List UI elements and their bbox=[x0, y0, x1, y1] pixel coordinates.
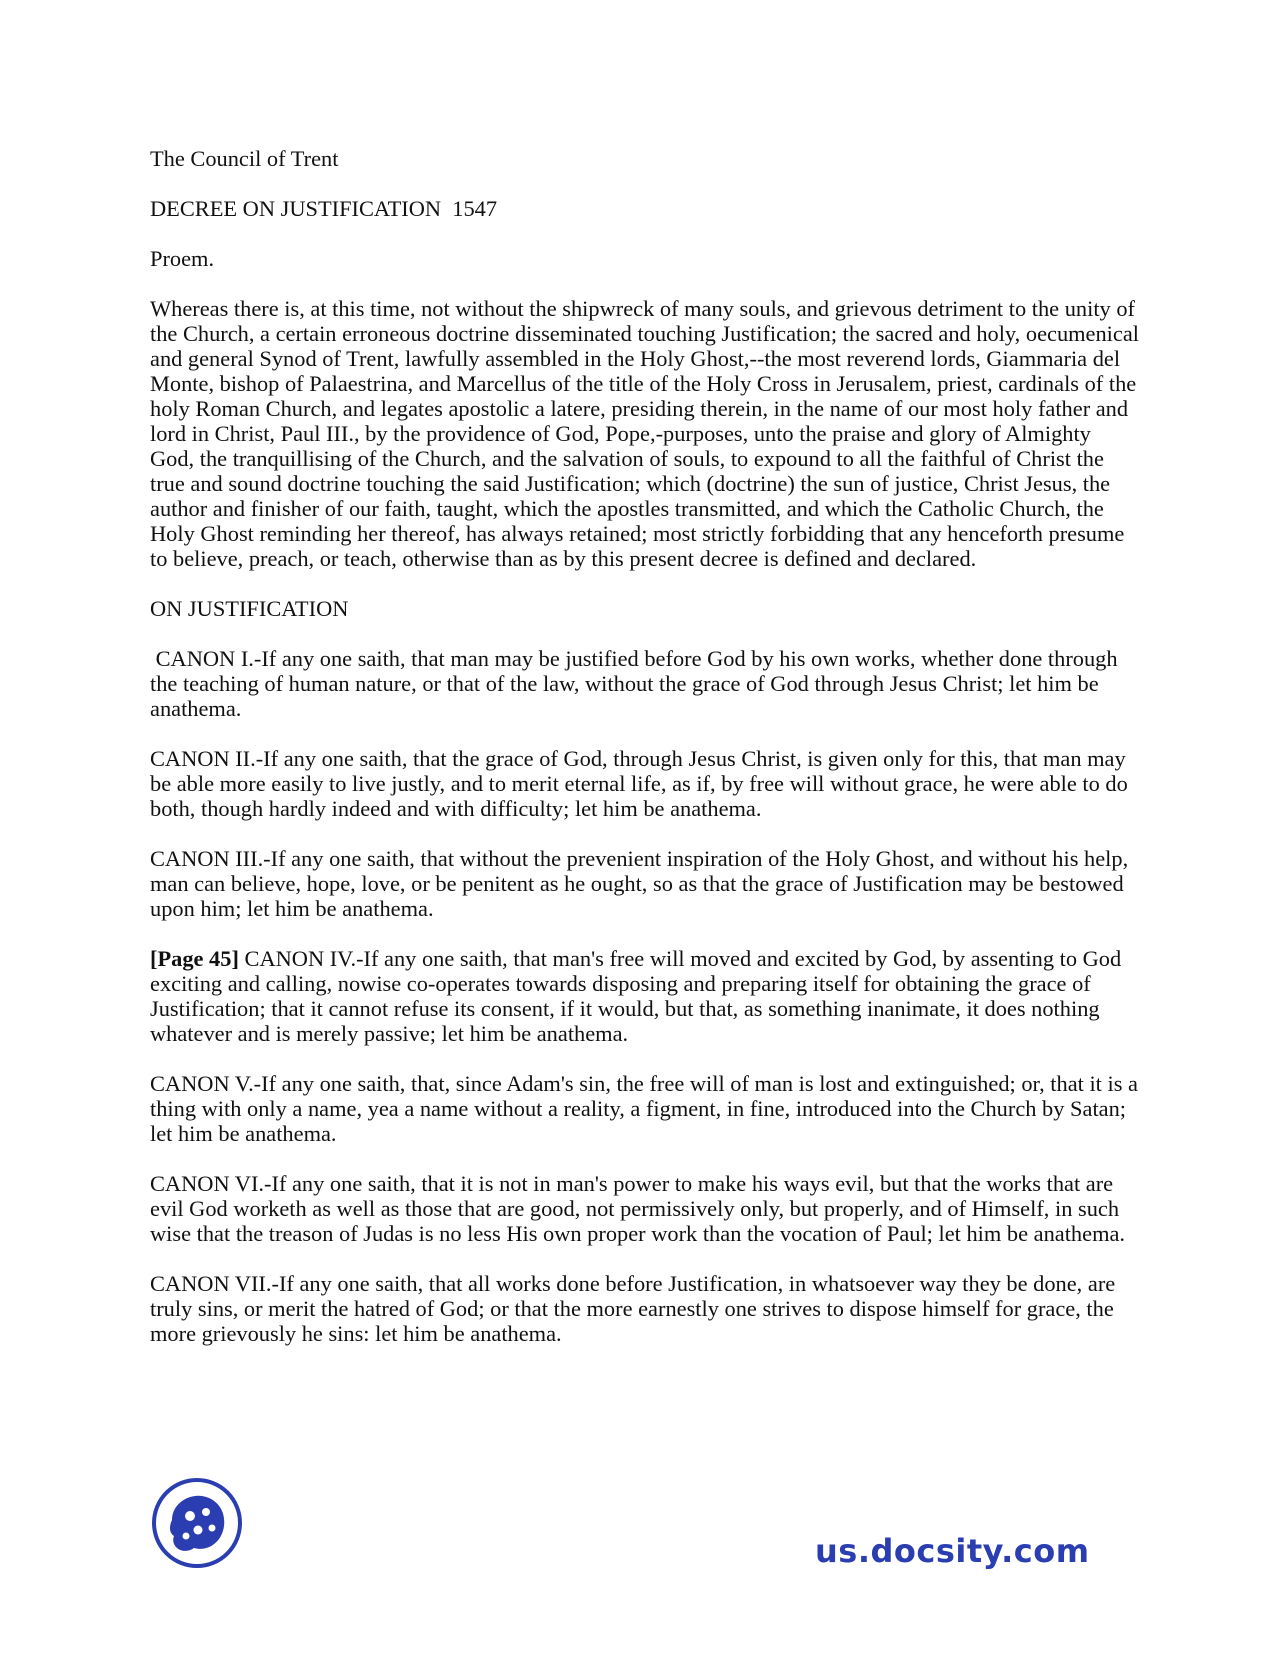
canon-3: CANON III.-If any one saith, that without the prevenient inspiration of the Holy Ghost, and without his help, man can believe, hope, love, or be penitent as he ought, so as that the grace of Justification may be bestowed upon him; let him be anathema. bbox=[150, 846, 1129, 921]
docsity-logo-icon[interactable] bbox=[150, 1476, 244, 1570]
canon-1: CANON I.-If any one saith, that man may be justified before God by his own works, whether done through the teaching of human nature, or that of the law, without the grace of God through Jesus Christ; let him be anathema. bbox=[150, 646, 1124, 721]
canon-4 bbox=[150, 946, 1140, 1046]
decree-heading: DECREE ON JUSTIFICATION 1547 bbox=[150, 196, 498, 221]
document-body bbox=[150, 146, 1140, 1371]
site-link[interactable]: us.docsity.com bbox=[815, 1532, 1090, 1570]
canon-2: CANON II.-If any one saith, that the grace of God, through Jesus Christ, is given only for this, that man may be able more easily to live justly, and to merit eternal life, as if, by free will without grace, he were able to do both, though hardly indeed and with difficulty; let him be anathema. bbox=[150, 746, 1128, 821]
canon-4-text: CANON IV.-If any one saith, that man's free will moved and excited by God, by assenting to God exciting and calling, nowise co-operates towards disposing and preparing itself for obtaining the grace of Justification; that it cannot refuse its consent, if it would, but that, as something inanimate, it does nothing whatever and is merely passive; let him be anathema. bbox=[150, 946, 1122, 1046]
canon-5: CANON V.-If any one saith, that, since Adam's sin, the free will of man is lost and extinguished; or, that it is a thing with only a name, yea a name without a reality, a figment, in fine, introduced into the Church by Satan; let him be anathema. bbox=[150, 1071, 1138, 1146]
section-heading: ON JUSTIFICATION bbox=[150, 596, 349, 621]
canon-6: CANON VI.-If any one saith, that it is not in man's power to make his ways evil, but that the works that are evil God worketh as well as those that are good, not permissively only, but properly, and of Himself, in such wise that the treason of Judas is no less His own proper work than the vocation of Paul; let him be anathema. bbox=[150, 1171, 1126, 1246]
canon-7: CANON VII.-If any one saith, that all works done before Justification, in whatsoever way they be done, are truly sins, or merit the hatred of God; or that the more earnestly one strives to dispose himself for grace, the more grievously he sins: let him be anathema. bbox=[150, 1271, 1116, 1346]
document-title: The Council of Trent bbox=[150, 146, 339, 171]
proem-paragraph: Whereas there is, at this time, not without the shipwreck of many souls, and grievous detriment to the unity of the Church, a certain erroneous doctrine disseminated touching Justification; the sacred and holy, oecumenical and general Synod of Trent, lawfully assembled in the Holy Ghost,--the most reverend lords, Giammaria del Monte, bishop of Palaestrina, and Marcellus of the title of the Holy Cross in Jerusalem, priest, cardinals of the holy Roman Church, and legates apostolic a latere, presiding therein, in the name of our most holy father and lord in Christ, Paul III., by the providence of God, Pope,-purposes, unto the praise and glory of Almighty God, the tranquillising of the Church, and the salvation of souls, to expound to all the faithful of Christ the true and sound doctrine touching the said Justification; which (doctrine) the sun of justice, Christ Jesus, the author and finisher of our faith, taught, which the apostles transmitted, and which the Catholic Church, the Holy Ghost reminding her thereof, has always retained; most strictly forbidding that any henceforth presume to believe, preach, or teach, otherwise than as by this present decree is defined and declared. bbox=[150, 296, 1140, 571]
logo-mark bbox=[150, 1476, 244, 1570]
page-reference: [Page 45] bbox=[150, 946, 239, 971]
proem-label: Proem. bbox=[150, 246, 215, 271]
